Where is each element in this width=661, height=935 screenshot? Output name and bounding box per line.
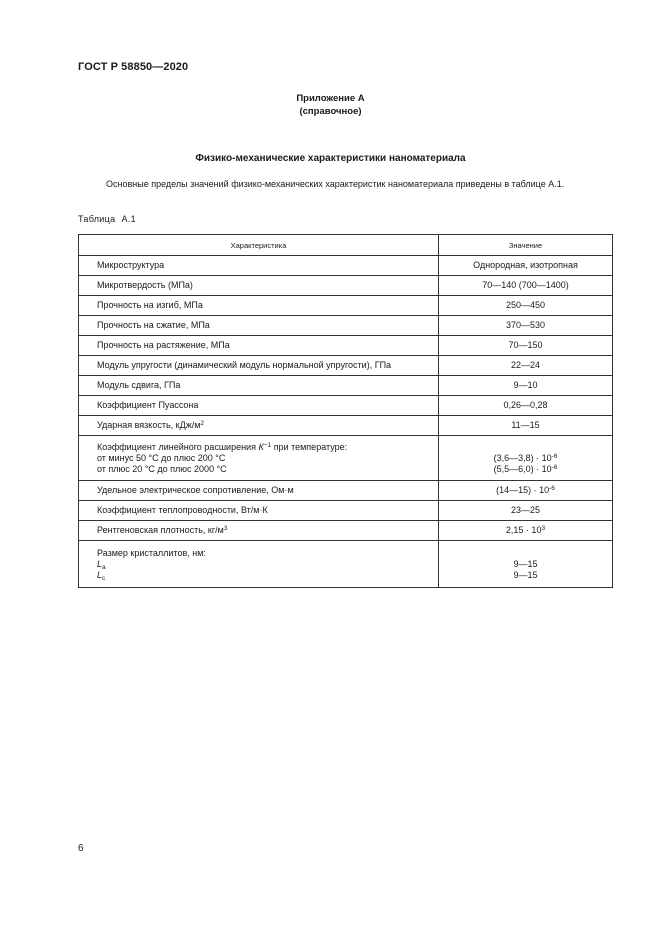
properties-table — [78, 234, 613, 588]
symbol-line — [97, 570, 438, 581]
table-row — [79, 316, 613, 336]
superscript: 2 — [200, 420, 205, 427]
characteristic-text-part: Коэффициент линейного расширения — [97, 441, 259, 452]
characteristic-text: Рентгеновская плотность, кг/м — [97, 525, 224, 535]
characteristic-text — [97, 442, 438, 453]
characteristic-text: Размер кристаллитов, нм: — [97, 547, 206, 558]
characteristic-cell: Модуль упругости (динамический модуль нормальной упругости), ГПа — [79, 356, 439, 376]
table-row — [79, 396, 613, 416]
characteristic-text: Ударная вязкость, кДж/м — [97, 420, 201, 430]
section-title: Физико-механические характеристики наноматериала — [195, 153, 466, 164]
document-header: ГОСТ Р 58850—2020 — [78, 61, 189, 73]
symbol-line — [97, 559, 438, 570]
annex-subtitle: (справочное) — [299, 106, 362, 117]
column-header-characteristic: Характеристика — [79, 235, 439, 256]
characteristic-cell: Микротвердость (МПа) — [79, 276, 439, 296]
value-cell: 11—15 — [439, 416, 613, 436]
variable-symbol: L — [97, 558, 103, 569]
characteristic-cell — [79, 541, 439, 588]
table-row — [79, 436, 613, 481]
table-row — [79, 296, 613, 316]
value-cell — [439, 436, 613, 481]
value-text: (14—15) · 10 — [496, 485, 550, 495]
subscript: c — [102, 574, 106, 582]
value-cell — [439, 481, 613, 501]
table-row — [79, 481, 613, 501]
value-cell — [439, 541, 613, 588]
value-line — [439, 464, 612, 475]
characteristic-cell: Удельное электрическое сопротивление, Ом·м — [79, 481, 439, 501]
value-cell: 250—450 — [439, 296, 613, 316]
sub-condition: от минус 50 °C до плюс 200 °C — [97, 452, 226, 463]
characteristic-cell: Прочность на растяжение, МПа — [79, 336, 439, 356]
variable-symbol: L — [97, 569, 103, 580]
subscript: a — [102, 563, 106, 571]
superscript: -6 — [549, 485, 555, 492]
characteristic-cell: Микроструктура — [79, 256, 439, 276]
superscript: 3 — [541, 525, 546, 532]
value-cell: 70—140 (700—1400) — [439, 276, 613, 296]
annex-title: Приложение А — [296, 93, 365, 104]
column-header-value: Значение — [439, 235, 613, 256]
value-cell: Однородная, изотропная — [439, 256, 613, 276]
table-row — [79, 521, 613, 541]
table-row — [79, 501, 613, 521]
table-row — [79, 416, 613, 436]
characteristic-cell: Модуль сдвига, ГПа — [79, 376, 439, 396]
characteristic-text-part: при температуре: — [271, 441, 348, 452]
characteristic-cell: Прочность на изгиб, МПа — [79, 296, 439, 316]
superscript: -6 — [551, 463, 558, 471]
value-cell — [439, 521, 613, 541]
page-number: 6 — [78, 843, 84, 854]
characteristic-cell: Прочность на сжатие, МПа — [79, 316, 439, 336]
annex-heading — [0, 92, 661, 118]
value-cell: 0,26—0,28 — [439, 396, 613, 416]
characteristic-cell — [79, 521, 439, 541]
table-caption — [78, 214, 136, 224]
table-row — [79, 256, 613, 276]
intro-paragraph: Основные пределы значений физико-механических характеристик наноматериала приведены в таблице А.1. — [106, 179, 565, 189]
superscript: −1 — [263, 441, 272, 449]
characteristic-cell: Коэффициент Пуассона — [79, 396, 439, 416]
table-row — [79, 276, 613, 296]
table-header-row — [79, 235, 613, 256]
table-row — [79, 376, 613, 396]
variable-symbol: К — [258, 441, 264, 452]
value-text: (5,5—6,0) · 10 — [493, 463, 552, 474]
value-cell: 9—10 — [439, 376, 613, 396]
value-text: 2,15 · 10 — [505, 525, 542, 535]
superscript: 3 — [223, 525, 228, 532]
value-text: (3,6—3,8) · 10 — [493, 452, 552, 463]
table-caption-word: Таблица — [78, 214, 116, 224]
value-line: 9—15 — [513, 558, 538, 569]
value-line — [439, 453, 612, 464]
characteristic-cell — [79, 416, 439, 436]
superscript: -6 — [551, 452, 558, 460]
characteristic-cell: Коэффициент теплопроводности, Вт/м·К — [79, 501, 439, 521]
value-line: 9—15 — [513, 569, 538, 580]
table-row — [79, 336, 613, 356]
table-row — [79, 541, 613, 588]
characteristic-cell — [79, 436, 439, 481]
value-cell: 370—530 — [439, 316, 613, 336]
sub-condition: от плюс 20 °C до плюс 2000 °C — [97, 463, 227, 474]
value-cell: 23—25 — [439, 501, 613, 521]
value-cell: 70—150 — [439, 336, 613, 356]
table-row — [79, 356, 613, 376]
value-cell: 22—24 — [439, 356, 613, 376]
table-caption-number: А.1 — [121, 214, 136, 224]
